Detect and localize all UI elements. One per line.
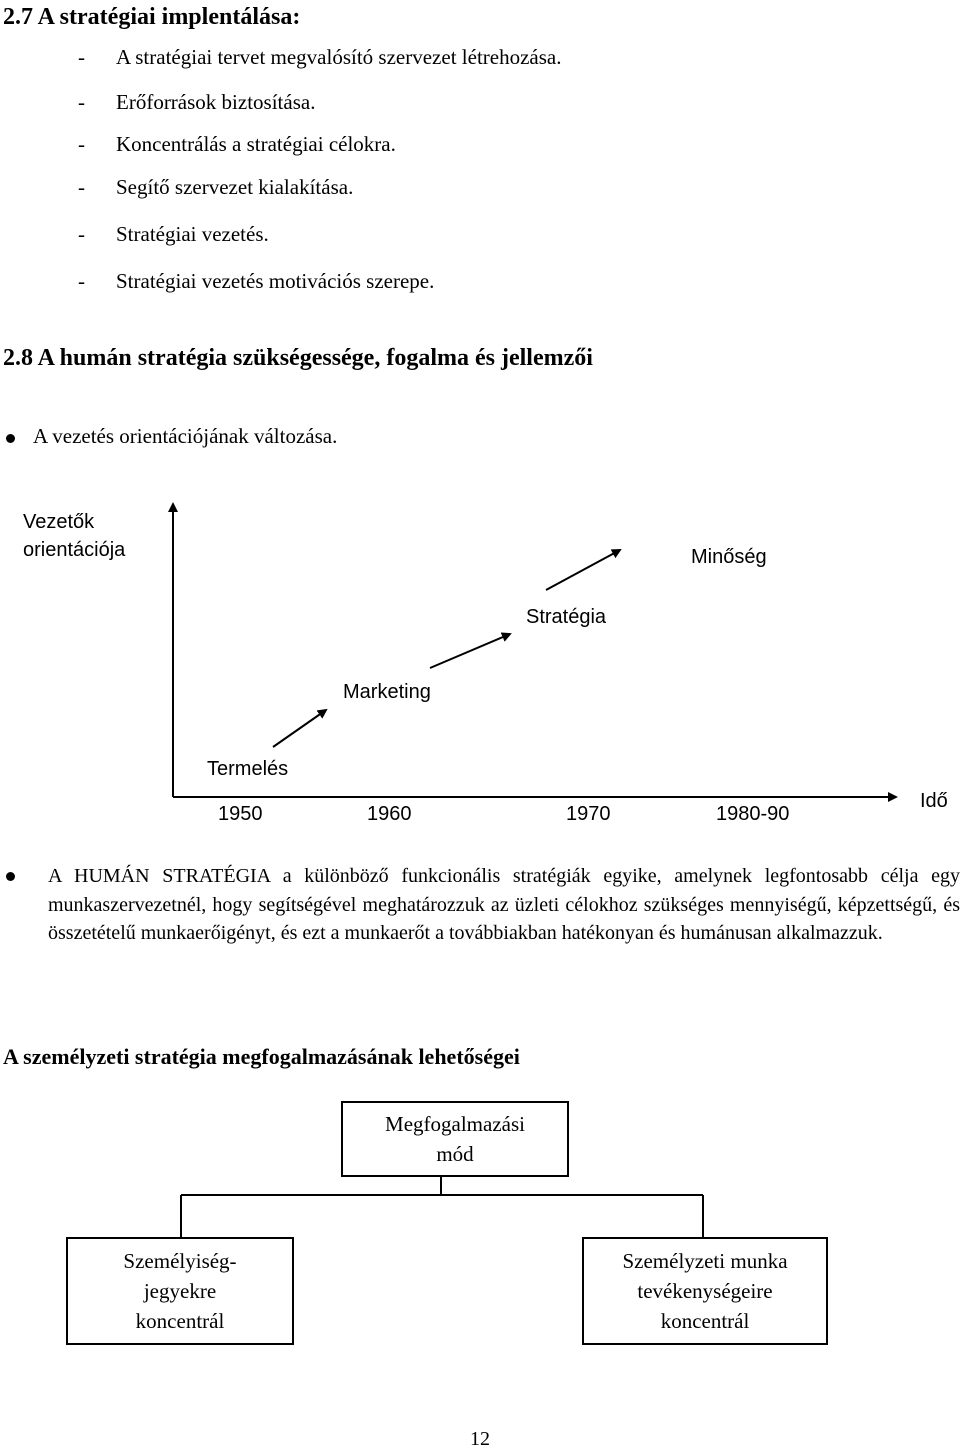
human-strategy-paragraph: A HUMÁN STRATÉGIA a különböző funkcionális stratégiák egyike, amelynek legfontosabb célja egy munkaszervezetnél, hogy segítségével meghatározzuk az üzleti célokhoz szükséges mennyiségű, képzettségű, és összetételű munkaerőigényt, és ezt a munkaerőt a továbbiakban hatékonyan és humánusan alkalmazzuk. xyxy=(48,865,960,944)
list-item-text: Erőforrások biztosítása. xyxy=(116,90,316,114)
left-box-label: Személyiség- jegyekre koncentrál xyxy=(123,1249,237,1333)
point-label-strategia: Stratégia xyxy=(526,606,607,628)
point-label-termeles: Termelés xyxy=(207,758,289,780)
y-axis-label-line2: orientációja xyxy=(23,539,126,561)
list-item xyxy=(0,132,960,162)
x-tick-label: 1980-90 xyxy=(716,803,790,825)
list-item xyxy=(0,90,960,120)
transition-arrow-strategia-minoseg xyxy=(546,550,620,590)
y-axis-label-line1: Vezetők xyxy=(23,511,95,533)
transition-arrow-termeles-marketing xyxy=(273,710,326,747)
bullet-dot xyxy=(6,872,15,881)
x-axis-label: Idő xyxy=(920,790,948,812)
list-dash: - xyxy=(78,45,85,69)
list-dash: - xyxy=(78,90,85,114)
list-dash: - xyxy=(78,222,85,246)
section-2-7-heading: 2.7 A stratégiai implentálása: xyxy=(3,4,301,30)
list-dash: - xyxy=(78,269,85,293)
list-item xyxy=(0,45,960,75)
point-label-minoseg: Minőség xyxy=(691,546,767,568)
list-dash: - xyxy=(78,132,85,156)
root-box-label: Megfogalmazási mód xyxy=(385,1112,525,1166)
list-item-text: Segítő szervezet kialakítása. xyxy=(116,175,354,199)
orientation-chart xyxy=(0,490,960,840)
x-tick-label: 1950 xyxy=(218,803,263,825)
section-2-8-heading: 2.8 A humán stratégia szükségessége, fogalma és jellemzői xyxy=(3,345,593,371)
list-item-text: Koncentrálás a stratégiai célokra. xyxy=(116,132,396,156)
list-item xyxy=(0,175,960,205)
list-item-text: Stratégiai vezetés. xyxy=(116,222,269,246)
right-box-munkatevekenysegek xyxy=(582,1237,828,1345)
right-box-label: Személyzeti munka tevékenységeire koncentrál xyxy=(622,1249,788,1333)
list-dash: - xyxy=(78,175,85,199)
list-item xyxy=(0,269,960,299)
x-tick-label: 1970 xyxy=(566,803,611,825)
root-box-megfogalmazasi-mod xyxy=(341,1101,569,1177)
list-item-text: Stratégiai vezetés motivációs szerepe. xyxy=(116,269,435,293)
x-tick-label: 1960 xyxy=(367,803,412,825)
list-item xyxy=(0,222,960,252)
bullet-dot xyxy=(6,434,15,443)
list-item-text: A stratégiai tervet megvalósító szervezet létrehozása. xyxy=(116,45,562,69)
bullet-text: A vezetés orientációjának változása. xyxy=(33,424,338,448)
left-box-szemelyisegjegyek xyxy=(66,1237,294,1345)
transition-arrow-marketing-strategia xyxy=(430,634,510,668)
page-number: 12 xyxy=(470,1428,490,1450)
possibilities-heading: A személyzeti stratégia megfogalmazásának lehetőségei xyxy=(3,1044,520,1069)
point-label-marketing: Marketing xyxy=(343,681,431,703)
